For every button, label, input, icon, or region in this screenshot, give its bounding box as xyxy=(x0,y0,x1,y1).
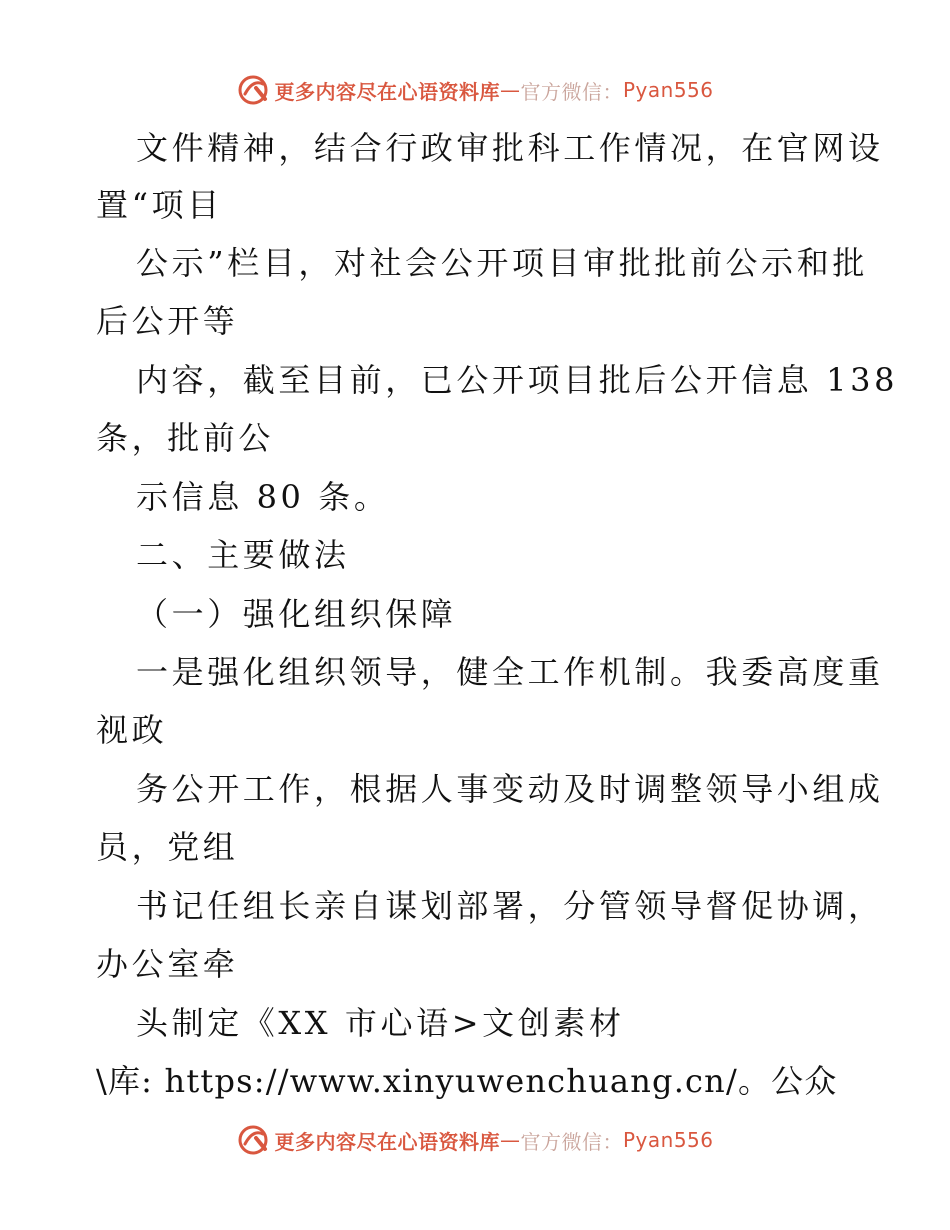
watermark-wechat-id: Pyan556 xyxy=(622,1128,714,1152)
section-heading: 二、主要做法 xyxy=(136,536,350,574)
text-line: \库: https://www.xinyuwenchuang.cn/。公众 xyxy=(96,1062,838,1100)
watermark-text: 更多内容尽在心语资料库 xyxy=(274,1129,500,1154)
text-line: 示信息 80 条。 xyxy=(136,478,390,516)
text-line: 条，批前公 xyxy=(96,419,275,457)
text-line: 办公室牵 xyxy=(96,945,239,983)
text-line: 公示”栏目，对社会公开项目审批批前公示和批 xyxy=(136,244,868,282)
text-line: 书记任组长亲自谋划部署，分管领导督促协调， xyxy=(136,887,884,925)
text-line: 文件精神，结合行政审批科工作情况，在官网设 xyxy=(136,129,884,167)
text-line: 员，党组 xyxy=(96,828,239,866)
watermark-text: 更多内容尽在心语资料库 xyxy=(274,79,500,104)
watermark-separator: — xyxy=(499,1128,521,1152)
logo-icon xyxy=(236,1123,270,1157)
watermark-wechat-id: Pyan556 xyxy=(622,78,714,102)
text-line: 头制定《XX 市心语>文创素材 xyxy=(136,1004,625,1042)
text-line: 后公开等 xyxy=(96,302,239,340)
watermark-separator: — xyxy=(499,78,521,102)
text-line: 一是强化组织领导，健全工作机制。我委高度重 xyxy=(136,653,884,691)
subsection-heading: （一）强化组织保障 xyxy=(136,595,457,633)
watermark-wechat-label: 官方微信： xyxy=(520,1129,623,1154)
footer-watermark xyxy=(0,1118,950,1162)
text-line: 务公开工作，根据人事变动及时调整领导小组成 xyxy=(136,770,884,808)
watermark-wechat-label: 官方微信： xyxy=(520,79,623,104)
text-line: 内容，截至目前，已公开项目批后公开信息 138 xyxy=(136,361,899,399)
text-line: 置“项目 xyxy=(96,186,223,224)
text-line: 视政 xyxy=(96,711,168,749)
